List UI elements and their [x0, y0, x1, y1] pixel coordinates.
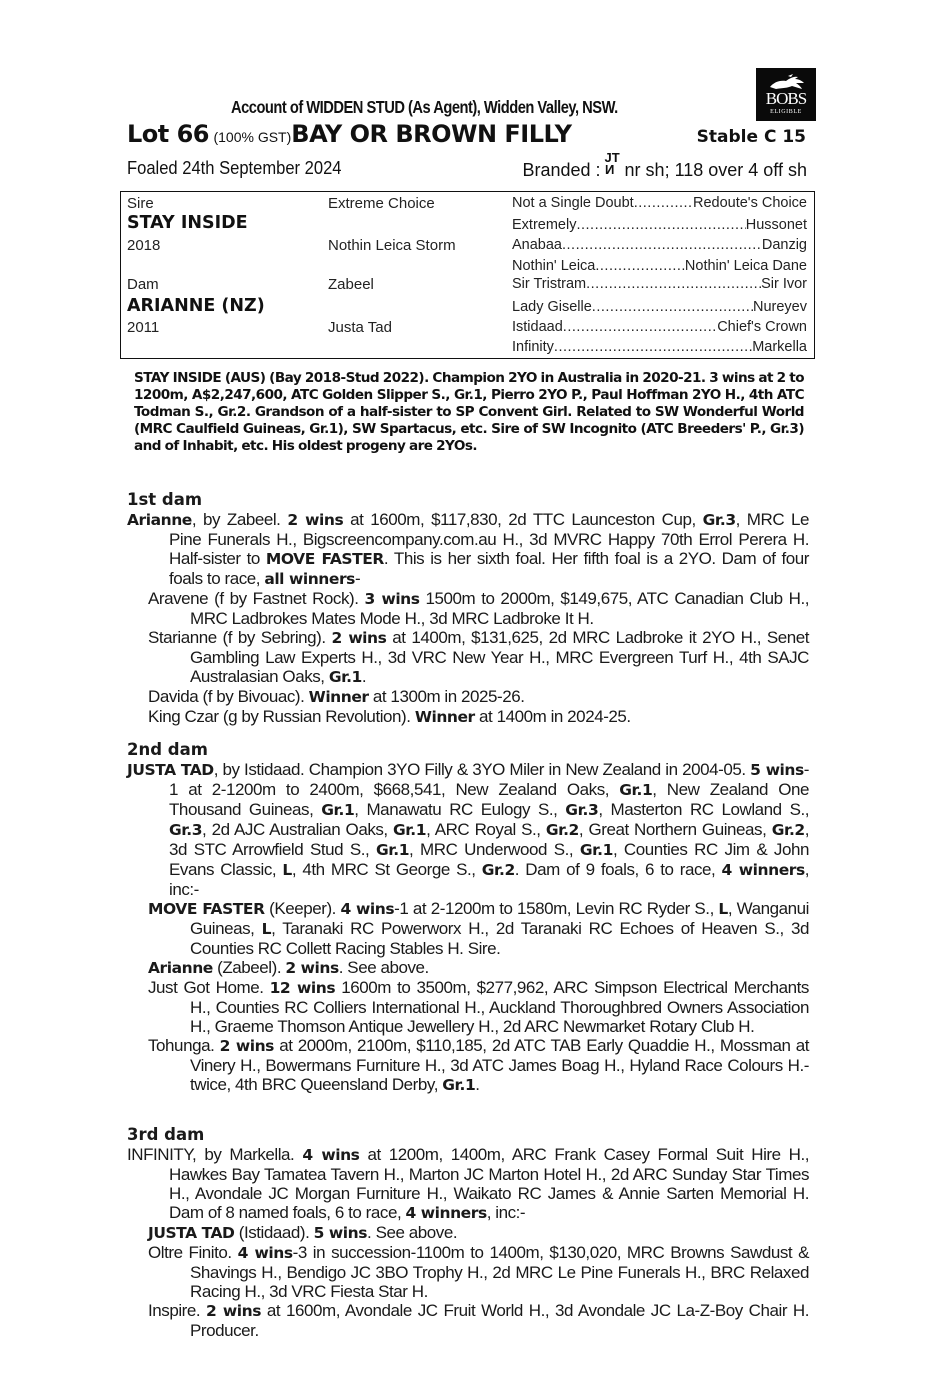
dam-dam: Justa Tad: [328, 319, 392, 336]
logo-text-bobs: BOBS: [765, 89, 807, 108]
bold-text: Gr.3: [169, 821, 203, 839]
bold-text: all winners: [264, 570, 355, 588]
dam-sire: Zabeel: [328, 276, 374, 293]
third-dam-section: [127, 1125, 809, 1340]
lot-number: Lot 66: [127, 120, 210, 148]
bold-text: Gr.3: [565, 801, 599, 819]
bold-text: 12 wins: [269, 979, 336, 997]
branded-label: Branded :: [522, 160, 601, 180]
third-gen-row: Extremely ..... Hussonet: [512, 217, 807, 233]
sire-name: STAY INSIDE: [127, 213, 248, 233]
sire-dam: Nothin Leica Storm: [328, 237, 456, 254]
progeny-entry: MOVE FASTER (Keeper). 4 wins-1 at 2-1200m to 1580m, Levin RC Ryder S., L, Wanganui Guineas, L, Taranaki RC Powerworx H., 2d Taranaki RC Echoes of Heaven S., 3d Counties RC Collett Racing Stables H. Sire.: [148, 899, 810, 958]
bold-text: Gr.1: [376, 841, 410, 859]
branded-detail: nr sh; 118 over 4 off sh: [624, 160, 807, 180]
bold-text: Gr.2: [545, 821, 579, 839]
progeny-list: [127, 899, 809, 1095]
gst-note: (100% GST): [213, 129, 292, 145]
bold-text: 2 wins: [331, 629, 387, 647]
third-gen-row: Not a Single Doubt ..... Redoute's Choice: [512, 195, 807, 211]
progeny-entry: Tohunga. 2 wins at 2000m, 2100m, $110,185, 2d ATC TAB Early Quaddie H., Mossman at Vinery H., Bowermans Furniture H., 3d ATC James Boag H., Hyland Race Colours H.-twice, 4th BRC Queensland Derby, Gr.1.: [148, 1036, 809, 1094]
logo-text-eligible: ELIGIBLE: [770, 109, 802, 115]
bold-text: 5 wins: [313, 1224, 368, 1242]
bold-text: Gr.2: [771, 821, 805, 839]
bold-text: Winner: [308, 688, 369, 706]
dam-year: 2011: [127, 319, 160, 336]
progeny-entry: Arianne (Zabeel). 2 wins. See above.: [148, 958, 429, 977]
bold-text: 4 winners: [721, 861, 805, 879]
progeny-list: [127, 589, 809, 727]
first-dam-section: [127, 490, 809, 727]
dam-name: ARIANNE (NZ): [127, 296, 265, 316]
progeny-list: [127, 1223, 809, 1340]
progeny-entry: Oltre Finito. 4 wins-3 in succession-1100m to 1400m, $130,020, MRC Browns Sawdust & Shavings H., Bendigo JC 3BO Trophy H., 2d MRC Le Pine Funerals H., BRC Relaxed Racing H., 3d VRC Fiesta Star H.: [148, 1243, 810, 1301]
bold-text: L: [261, 920, 272, 938]
progeny-entry: King Czar (g by Russian Revolution). Winner at 1400m in 2024-25.: [148, 707, 631, 726]
bold-text: Gr.1: [442, 1076, 476, 1094]
third-gen-row: Anabaa ..... Danzig: [512, 237, 807, 253]
bold-text: Gr.1: [321, 801, 355, 819]
bobs-eligible-logo: [756, 68, 816, 121]
third-gen-row: Nothin' Leica ..... Nothin' Leica Dane: [512, 258, 807, 274]
bold-text: Gr.2: [481, 861, 515, 879]
bold-text: 4 wins: [302, 1146, 360, 1164]
bold-text: Gr.3: [702, 511, 736, 529]
bold-text: Arianne: [148, 959, 213, 977]
sire-description: STAY INSIDE (AUS) (Bay 2018-Stud 2022). Champion 2YO in Australia in 2020-21. 3 wins at 2 to 1200m, A$2,247,600, ATC Golden Slipper S., Gr.1, Pierro 2YO P., Paul Hoffman 2YO H., 4th ATC Todman S., Gr.2. Grandson of a half-sister to SP Convent Girl. Related to SW Wonderful World (MRC Caulfield Guineas, Gr.1), SW Spartacus, etc. Sire of SW Incognito (ATC Breeders' P., Gr.3) and of Inhabit, etc. His oldest progeny are 2YOs.: [134, 370, 804, 454]
pedigree-table: [120, 191, 815, 359]
bold-text: Arianne: [127, 511, 192, 529]
third-gen-row: Lady Giselle ..... Nureyev: [512, 299, 807, 315]
bold-text: 2 wins: [219, 1037, 274, 1055]
brand-info: [522, 150, 807, 181]
bold-text: 4 wins: [237, 1244, 293, 1262]
bold-text: Gr.1: [579, 841, 613, 859]
bold-text: Gr.1: [328, 668, 362, 686]
bold-text: JUSTA TAD: [148, 1224, 235, 1242]
section-heading: 1st dam: [127, 490, 203, 509]
bold-text: L: [718, 900, 728, 918]
horse-description: BAY OR BROWN FILLY: [291, 120, 572, 148]
bold-text: 4 wins: [340, 900, 395, 918]
progeny-entry: Inspire. 2 wins at 1600m, Avondale JC Fruit World H., 3d Avondale JC La-Z-Boy Chair H. Producer.: [148, 1301, 810, 1340]
third-gen-row: Istidaad ..... Chief's Crown: [512, 319, 807, 335]
bold-text: 3 wins: [364, 590, 420, 608]
bold-text: JUSTA TAD: [127, 761, 214, 779]
sire-label: Sire: [127, 195, 154, 212]
stable-location: Stable C 15: [696, 127, 806, 147]
bold-text: Gr.1: [393, 821, 427, 839]
bold-text: L: [282, 861, 292, 879]
sire-sire: Extreme Choice: [328, 195, 435, 212]
dam-label: Dam: [127, 276, 159, 293]
progeny-entry: Starianne (f by Sebring). 2 wins at 1400m, $131,625, 2d MRC Ladbroke it 2YO H., Senet Gambling Law Experts H., 3d VRC New Year H., MRC Evergreen Turf H., 4th SAJC Australasian Oaks, Gr.1.: [148, 628, 809, 686]
bold-text: Gr.1: [619, 781, 653, 799]
brand-mark-icon: JT N: [604, 150, 620, 177]
bold-text: 5 wins: [750, 761, 804, 779]
foaled-date: Foaled 24th September 2024: [127, 158, 342, 178]
dam-summary: Arianne, by Zabeel. 2 wins at 1600m, $117,830, 2d TTC Launceston Cup, Gr.3, MRC Le Pine Funerals H., Bigscreencompany.com.au H., 3d MVRC Happy 70th Errol Perera H. Half-sister to MOVE FASTER. This is her sixth foal. Her fifth foal is a 2YO. Dam of four foals to race, all winners-: [127, 510, 810, 588]
progeny-entry: JUSTA TAD (Istidaad). 5 wins. See above.: [148, 1223, 458, 1242]
bold-text: 2 wins: [285, 959, 339, 977]
bold-text: MOVE FASTER: [265, 550, 384, 568]
sire-year: 2018: [127, 237, 161, 254]
third-gen-row: Sir Tristram ..... Sir Ivor: [512, 276, 807, 292]
progeny-entry: Just Got Home. 12 wins 1600m to 3500m, $277,962, ARC Simpson Electrical Merchants H., Counties RC Colliers International H., Auckland Thoroughbred Owners Association H., Graeme Thomson Antique Jewellery H., 2d ARC Newmarket Rotary Club H.: [148, 978, 809, 1036]
vendor-account: Account of WIDDEN STUD (As Agent), Widden Valley, NSW.: [231, 97, 618, 117]
section-heading: 2nd dam: [127, 740, 208, 759]
bold-text: 2 wins: [287, 511, 344, 529]
bold-text: 2 wins: [206, 1302, 261, 1320]
lot-line: [127, 120, 571, 148]
progeny-entry: Aravene (f by Fastnet Rock). 3 wins 1500m to 2000m, $149,675, ATC Canadian Club H., MRC Ladbrokes Mates Mode H., 3d MRC Ladbroke It H.: [148, 589, 809, 628]
second-dam-section: [127, 740, 809, 1095]
bold-text: Winner: [414, 708, 475, 726]
dam-summary: INFINITY, by Markella. 4 wins at 1200m, 1400m, ARC Frank Casey Formal Suit Hire H., Hawkes Bay Tamatea Tavern H., Marton JC Marton Hotel H., 2d ARC Sunday Star Times H., Avondale JC Morgan Furniture H., Waikato RC James & Annie Sarten Memorial H. Dam of 8 named foals, 6 to race, 4 winners, inc:-: [127, 1145, 809, 1222]
progeny-entry: Davida (f by Bivouac). Winner at 1300m in 2025-26.: [148, 687, 525, 706]
bold-text: 4 winners: [405, 1204, 487, 1222]
bold-text: MOVE FASTER: [148, 900, 265, 918]
section-heading: 3rd dam: [127, 1125, 205, 1144]
dam-summary: JUSTA TAD, by Istidaad. Champion 3YO Filly & 3YO Miler in New Zealand in 2004-05. 5 wins-1 at 2-1200m to 2400m, $668,541, New Zealand Oaks, Gr.1, New Zealand One Thousand Guineas, Gr.1, Manawatu RC Eulogy S., Gr.3, Masterton RC Lowland S., Gr.3, 2d AJC Australian Oaks, Gr.1, ARC Royal S., Gr.2, Great Northern Guineas, Gr.2, 3d STC Arrowfield Stud S., Gr.1, MRC Underwood S., Gr.1, Counties RC Jim & John Evans Classic, L, 4th MRC St George S., Gr.2. Dam of 9 foals, 6 to race, 4 winners, inc:-: [127, 760, 810, 899]
third-gen-row: Infinity ..... Markella: [512, 339, 807, 355]
